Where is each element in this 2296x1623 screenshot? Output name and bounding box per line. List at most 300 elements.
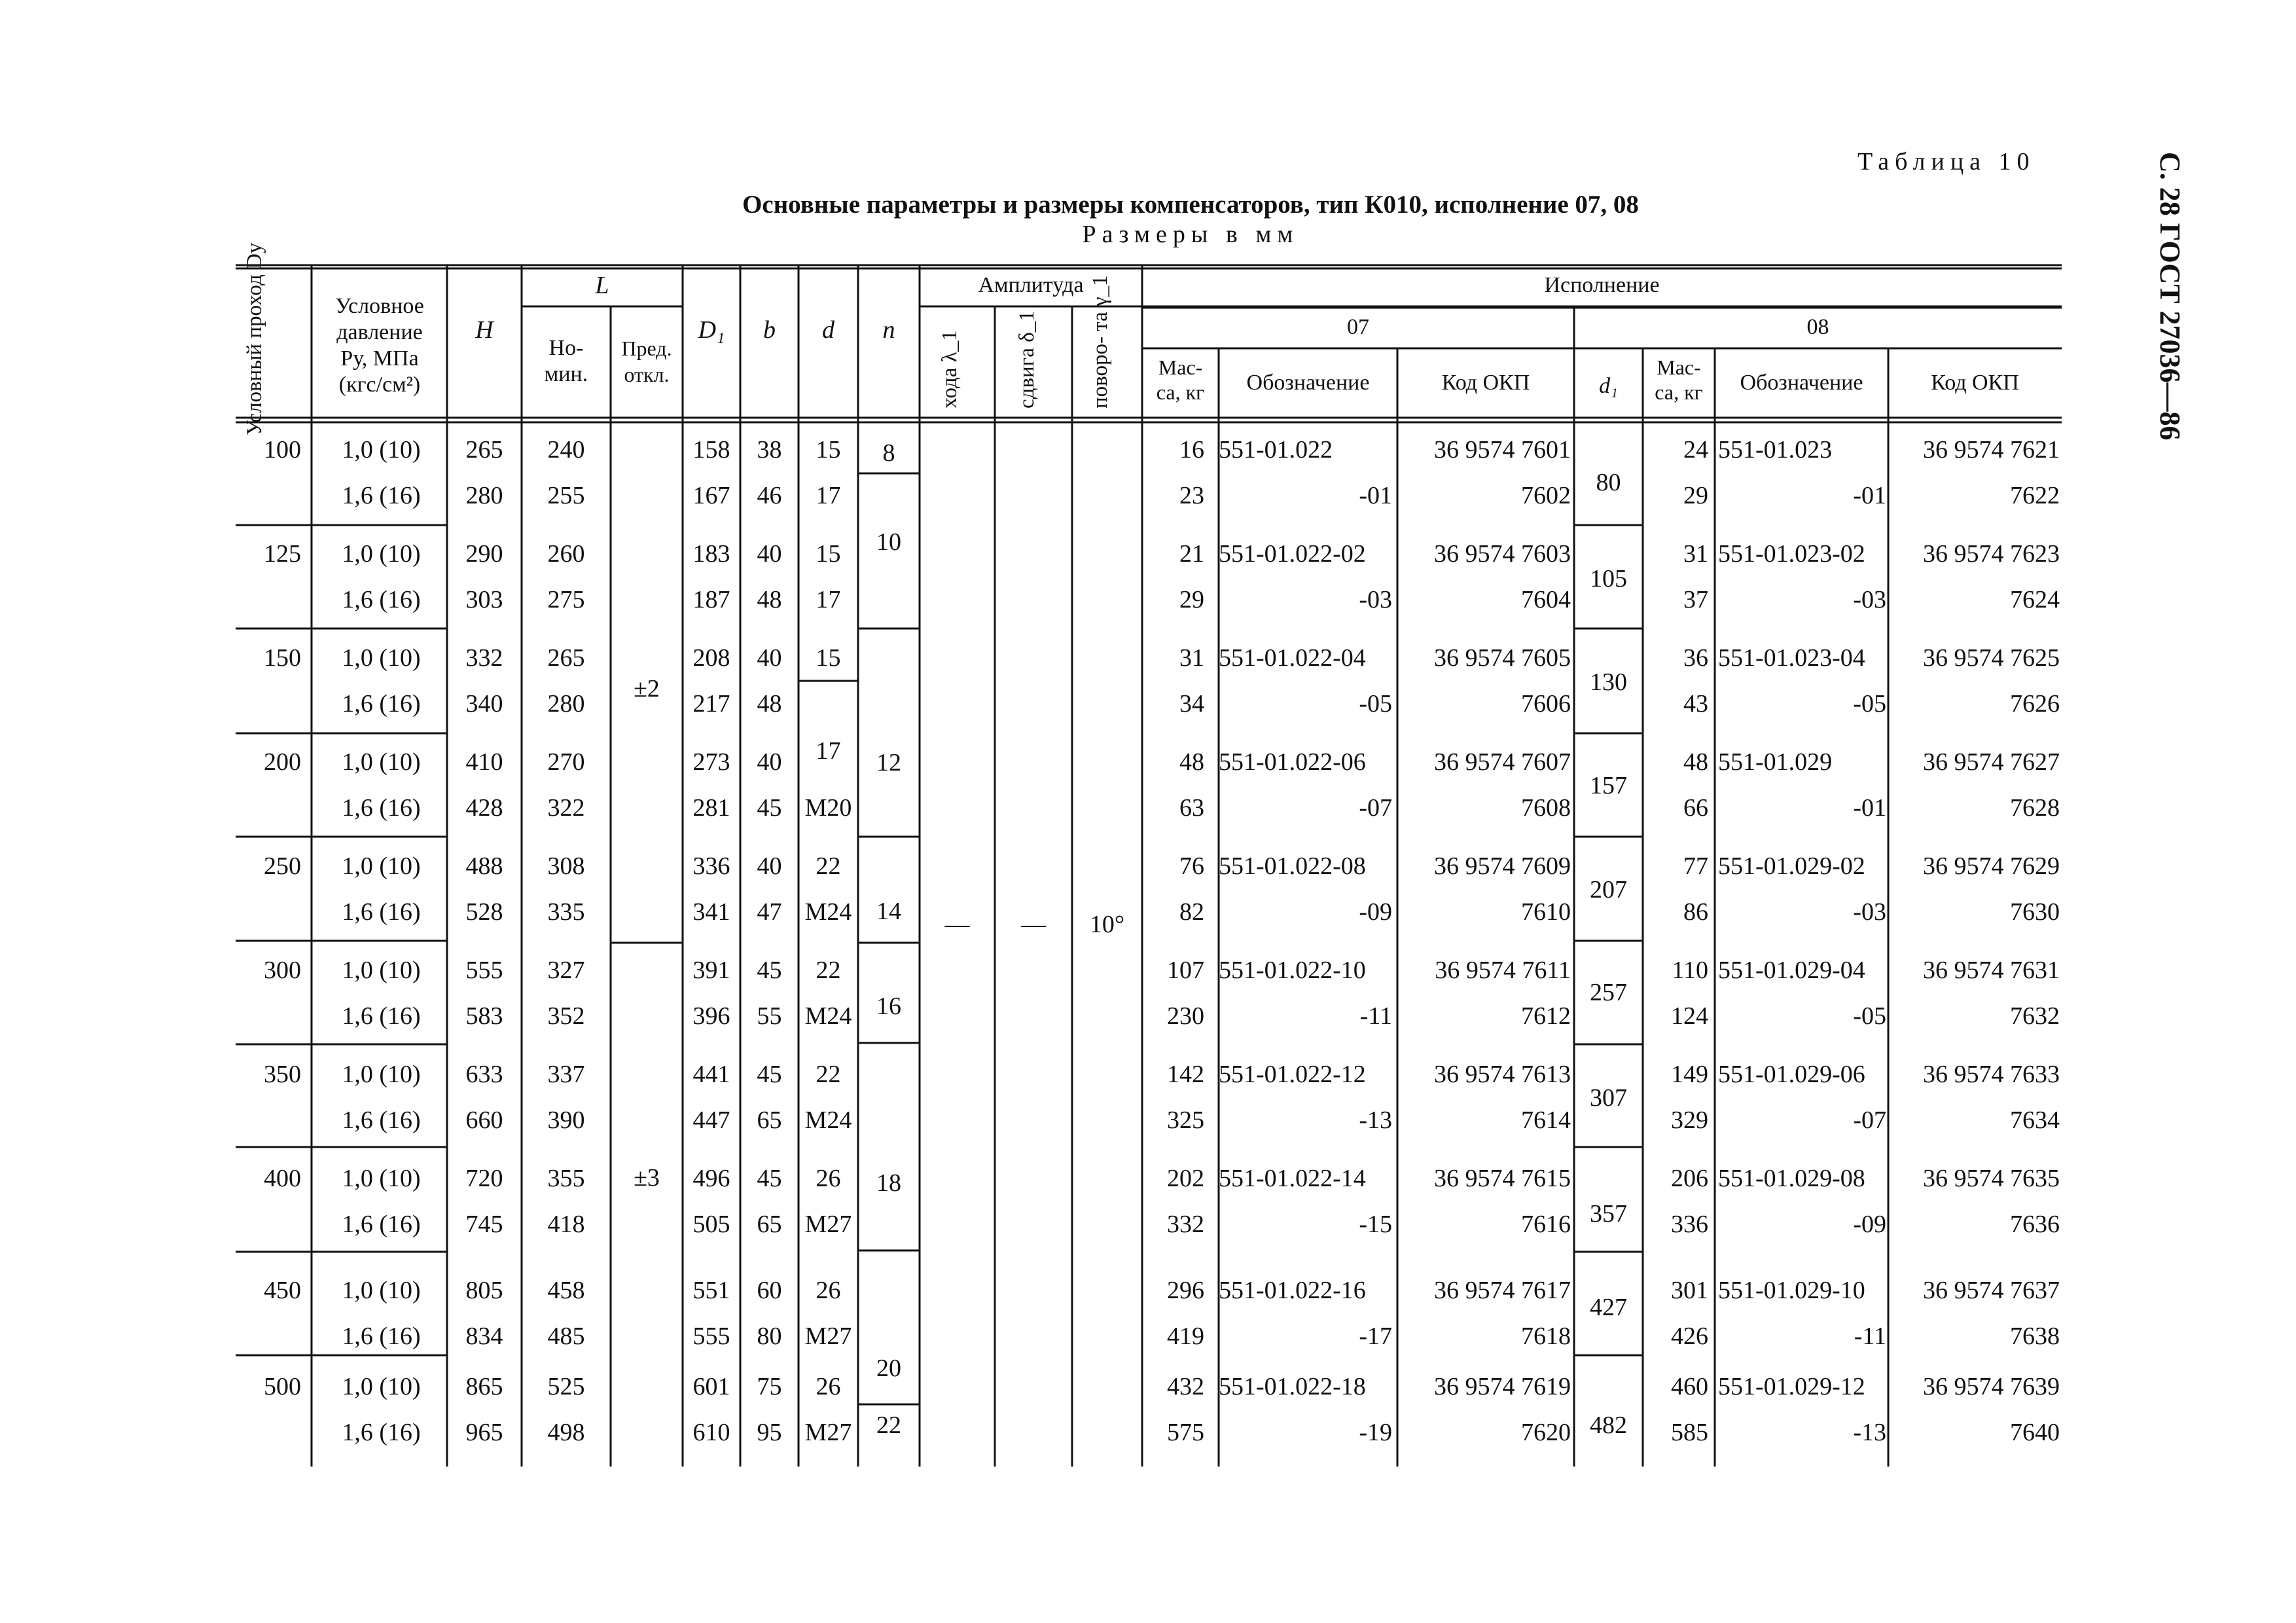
- cell-d1-flange: 396: [692, 1002, 730, 1030]
- cell-designation-08: -03: [1853, 586, 1886, 613]
- merged-n: 16: [876, 993, 901, 1020]
- cell-d1-flange: 187: [692, 586, 730, 613]
- cell-okp-07: 7620: [1521, 1419, 1571, 1446]
- cell-py: 1,6 (16): [342, 898, 421, 926]
- cell-h: 488: [465, 852, 503, 880]
- cell-py: 1,6 (16): [342, 586, 421, 613]
- cell-d1-flange: 551: [692, 1277, 730, 1304]
- cell-designation-08: 551-01.029-02: [1718, 852, 1865, 880]
- cell-dy: 450: [264, 1277, 301, 1304]
- merged-n: 20: [876, 1355, 901, 1382]
- cell-designation-08: 551-01.029: [1718, 748, 1833, 776]
- cell-h: 660: [465, 1106, 503, 1134]
- cell-h: 720: [465, 1165, 503, 1192]
- cell-designation-07: 551-01.022-10: [1219, 957, 1366, 984]
- header-dy: Условный проход Dy: [243, 242, 266, 435]
- cell-d1-flange: 610: [692, 1419, 730, 1446]
- header-designation-07: Обозначение: [1246, 371, 1370, 395]
- cell-okp-07: 36 9574 7613: [1434, 1061, 1571, 1088]
- header-py-line2: давление: [336, 320, 423, 344]
- cell-py: 1,6 (16): [342, 690, 421, 718]
- cell-designation-08: 551-01.029-08: [1718, 1165, 1865, 1192]
- cell-mass-07: 23: [1179, 482, 1204, 509]
- cell-okp-08: 7628: [2010, 794, 2060, 822]
- cell-mass-08: 66: [1683, 794, 1708, 822]
- merged-d1: 80: [1596, 469, 1621, 496]
- cell-d: 15: [816, 644, 841, 672]
- cell-py: 1,0 (10): [342, 644, 421, 672]
- cell-l: 458: [547, 1277, 585, 1304]
- header-d1-08: d₁: [1599, 374, 1618, 398]
- side-header-text: С. 28 ГОСТ 27036—86: [2154, 152, 2186, 441]
- merged-n: 10: [876, 528, 901, 556]
- cell-okp-08: 7622: [2010, 482, 2060, 509]
- cell-designation-08: -01: [1853, 482, 1886, 509]
- cell-okp-08: 36 9574 7635: [1923, 1165, 2060, 1192]
- cell-designation-07: 551-01.022-16: [1219, 1277, 1366, 1304]
- merged-d1: 105: [1590, 565, 1627, 593]
- cell-okp-07: 7608: [1521, 794, 1571, 822]
- cell-l: 485: [547, 1322, 585, 1350]
- cell-py: 1,6 (16): [342, 1322, 421, 1350]
- cell-designation-08: 551-01.029-04: [1718, 957, 1865, 984]
- cell-okp-07: 7612: [1521, 1002, 1571, 1030]
- cell-okp-07: 36 9574 7603: [1434, 540, 1571, 568]
- cell-mass-08: 110: [1672, 957, 1708, 984]
- cell-b: 40: [757, 644, 782, 672]
- cell-designation-08: -13: [1853, 1419, 1886, 1446]
- cell-designation-07: 551-01.022-02: [1219, 540, 1366, 568]
- cell-l: 260: [547, 540, 585, 568]
- cell-l: 308: [547, 852, 585, 880]
- header-okp-07: Код ОКП: [1441, 371, 1530, 395]
- cell-h: 805: [465, 1277, 503, 1304]
- merged-n: 22: [876, 1412, 901, 1439]
- cell-d: М27: [804, 1419, 852, 1446]
- cell-designation-07: -15: [1359, 1211, 1392, 1238]
- cell-okp-08: 7640: [2010, 1419, 2060, 1446]
- cell-mass-07: 296: [1167, 1277, 1204, 1304]
- cell-d: М20: [804, 794, 852, 822]
- cell-mass-07: 21: [1179, 540, 1204, 568]
- cell-okp-08: 7634: [2010, 1106, 2060, 1134]
- cell-l: 525: [547, 1373, 585, 1400]
- cell-h: 303: [465, 586, 503, 613]
- cell-d1-flange: 273: [692, 748, 730, 776]
- header-l-deviation-line2: откл.: [624, 363, 670, 386]
- cell-mass-07: 107: [1167, 957, 1204, 984]
- cell-designation-08: -09: [1853, 1211, 1886, 1238]
- cell-d: 17: [816, 482, 841, 509]
- cell-l: 498: [547, 1419, 585, 1446]
- cell-d: 15: [816, 436, 841, 464]
- cell-l: 327: [547, 957, 585, 984]
- cell-designation-08: 551-01.023-02: [1718, 540, 1865, 568]
- merged-n: 12: [876, 749, 901, 776]
- cell-d1-flange: 447: [692, 1106, 730, 1134]
- cell-b: 95: [757, 1419, 782, 1446]
- cell-l: 335: [547, 898, 585, 926]
- cell-designation-08: 551-01.023: [1718, 436, 1833, 464]
- cell-designation-07: 551-01.022-14: [1219, 1165, 1366, 1192]
- cell-okp-07: 36 9574 7601: [1434, 436, 1571, 464]
- cell-okp-07: 7614: [1521, 1106, 1571, 1134]
- cell-dy: 400: [264, 1165, 301, 1192]
- cell-l: 337: [547, 1061, 585, 1088]
- merged-dev-3: ±3: [634, 1164, 660, 1192]
- cell-mass-07: 76: [1179, 852, 1204, 880]
- cell-designation-08: -07: [1853, 1106, 1886, 1134]
- cell-d1-flange: 183: [692, 540, 730, 568]
- cell-h: 340: [465, 690, 503, 718]
- cell-b: 45: [757, 794, 782, 822]
- cell-b: 65: [757, 1211, 782, 1238]
- cell-designation-07: -03: [1359, 586, 1392, 613]
- cell-mass-07: 31: [1179, 644, 1204, 672]
- cell-h: 745: [465, 1211, 503, 1238]
- cell-py: 1,0 (10): [342, 1277, 421, 1304]
- cell-designation-08: -01: [1853, 794, 1886, 822]
- cell-dy: 200: [264, 748, 301, 776]
- header-mass-07: [1142, 355, 1219, 405]
- header-execution: Исполнение: [1544, 273, 1660, 297]
- cell-designation-07: 551-01.022-04: [1219, 644, 1366, 672]
- cell-mass-08: 43: [1683, 690, 1708, 718]
- cell-h: 583: [465, 1002, 503, 1030]
- cell-dy: 125: [264, 540, 301, 568]
- cell-mass-07: 16: [1179, 436, 1204, 464]
- cell-d1-flange: 496: [692, 1165, 730, 1192]
- cell-okp-07: 36 9574 7605: [1434, 644, 1571, 672]
- cell-designation-07: -07: [1359, 794, 1392, 822]
- header-l: L: [595, 272, 609, 299]
- cell-d: 22: [816, 957, 841, 984]
- cell-l: 352: [547, 1002, 585, 1030]
- cell-mass-08: 206: [1671, 1165, 1708, 1192]
- cell-okp-07: 36 9574 7619: [1434, 1373, 1571, 1400]
- cell-h: 834: [465, 1322, 503, 1350]
- cell-d1-flange: 555: [692, 1322, 730, 1350]
- cell-mass-08: 336: [1671, 1211, 1708, 1238]
- header-amp-shift: сдвига δ_1: [1015, 310, 1039, 409]
- cell-b: 80: [757, 1322, 782, 1350]
- cell-py: 1,0 (10): [342, 436, 421, 464]
- cell-b: 40: [757, 748, 782, 776]
- merged-n: 14: [876, 898, 901, 925]
- merged-dev-2: ±2: [634, 675, 660, 702]
- cell-l: 255: [547, 482, 585, 509]
- cell-l: 240: [547, 436, 585, 464]
- cell-mass-07: 325: [1167, 1106, 1204, 1134]
- cell-designation-07: -05: [1359, 690, 1392, 718]
- cell-dy: 250: [264, 852, 301, 880]
- header-l-nominal-line2: мин.: [544, 362, 588, 386]
- cell-b: 38: [757, 436, 782, 464]
- cell-okp-07: 36 9574 7609: [1434, 852, 1571, 880]
- cell-h: 865: [465, 1373, 503, 1400]
- header-mass-07-line2: са, кг: [1156, 380, 1205, 404]
- cell-okp-07: 7616: [1521, 1211, 1571, 1238]
- cell-okp-07: 36 9574 7617: [1434, 1277, 1571, 1304]
- cell-l: 322: [547, 794, 585, 822]
- cell-dy: 100: [264, 436, 301, 464]
- cell-mass-08: 77: [1683, 852, 1708, 880]
- cell-h: 528: [465, 898, 503, 926]
- merged-n: 18: [876, 1169, 901, 1197]
- cell-mass-08: 31: [1683, 540, 1708, 568]
- cell-designation-07: 551-01.022: [1219, 436, 1333, 464]
- cell-h: 265: [465, 436, 503, 464]
- cell-okp-07: 36 9574 7611: [1435, 957, 1571, 984]
- cell-okp-07: 7602: [1521, 482, 1571, 509]
- cell-mass-08: 48: [1683, 748, 1708, 776]
- cell-mass-08: 124: [1671, 1002, 1708, 1030]
- merged-d1: 482: [1590, 1412, 1627, 1439]
- merged-d1: 357: [1590, 1200, 1627, 1228]
- merged-d1: 157: [1590, 772, 1627, 799]
- cell-mass-08: 149: [1671, 1061, 1708, 1088]
- table-title: Основные параметры и размеры компенсаторов, тип К010, исполнение 07, 08: [742, 191, 1639, 219]
- cell-designation-07: -17: [1359, 1322, 1392, 1350]
- cell-py: 1,6 (16): [342, 1419, 421, 1446]
- header-amp-stroke: хода λ_1: [938, 330, 961, 409]
- cell-mass-08: 24: [1683, 436, 1708, 464]
- header-py-line1: Условное: [335, 294, 424, 318]
- cell-designation-07: 551-01.022-08: [1219, 852, 1366, 880]
- cell-mass-08: 585: [1671, 1419, 1708, 1446]
- cell-mass-07: 202: [1167, 1165, 1204, 1192]
- cell-okp-08: 7624: [2010, 586, 2060, 613]
- header-okp-08: Код ОКП: [1931, 371, 2019, 395]
- merged-amp-stroke: —: [944, 911, 970, 938]
- cell-okp-08: 7632: [2010, 1002, 2060, 1030]
- merged-d1: 130: [1590, 668, 1627, 696]
- cell-okp-07: 36 9574 7615: [1434, 1165, 1571, 1192]
- cell-d: 26: [816, 1277, 841, 1304]
- header-n: n: [882, 316, 895, 344]
- cell-b: 65: [757, 1106, 782, 1134]
- cell-d1-flange: 601: [692, 1373, 730, 1400]
- cell-okp-08: 7626: [2010, 690, 2060, 718]
- cell-b: 45: [757, 1165, 782, 1192]
- merged-d1: 207: [1590, 876, 1627, 903]
- cell-py: 1,0 (10): [342, 1165, 421, 1192]
- cell-okp-08: 7636: [2010, 1211, 2060, 1238]
- cell-b: 46: [757, 482, 782, 509]
- cell-okp-07: 36 9574 7607: [1434, 748, 1571, 776]
- cell-okp-08: 36 9574 7627: [1923, 748, 2060, 776]
- cell-okp-08: 36 9574 7629: [1923, 852, 2060, 880]
- cell-d1-flange: 341: [692, 898, 730, 926]
- cell-mass-07: 34: [1179, 690, 1204, 718]
- cell-d: 22: [816, 852, 841, 880]
- cell-d1-flange: 505: [692, 1211, 730, 1238]
- cell-h: 428: [465, 794, 503, 822]
- cell-l: 265: [547, 644, 585, 672]
- merged-d1: 307: [1590, 1084, 1627, 1112]
- cell-l: 275: [547, 586, 585, 613]
- cell-okp-08: 36 9574 7631: [1923, 957, 2060, 984]
- cell-okp-08: 7630: [2010, 898, 2060, 926]
- cell-dy: 150: [264, 644, 301, 672]
- cell-py: 1,0 (10): [342, 540, 421, 568]
- cell-designation-07: 551-01.022-06: [1219, 748, 1366, 776]
- cell-d: 26: [816, 1373, 841, 1400]
- merged-n: 8: [882, 439, 895, 467]
- merged-d1: 427: [1590, 1294, 1627, 1321]
- cell-designation-07: -09: [1359, 898, 1392, 926]
- cell-mass-08: 329: [1671, 1106, 1708, 1134]
- cell-h: 555: [465, 957, 503, 984]
- cell-b: 45: [757, 1061, 782, 1088]
- header-l-nominal: [522, 335, 611, 388]
- cell-mass-07: 575: [1167, 1419, 1204, 1446]
- cell-b: 75: [757, 1373, 782, 1400]
- cell-h: 633: [465, 1061, 503, 1088]
- header-d1-flange: D₁: [698, 316, 725, 344]
- cell-mass-07: 63: [1179, 794, 1204, 822]
- cell-designation-08: -05: [1853, 1002, 1886, 1030]
- cell-l: 355: [547, 1165, 585, 1192]
- cell-dy: 300: [264, 957, 301, 984]
- cell-d: М27: [804, 1322, 852, 1350]
- cell-designation-08: 551-01.029-06: [1718, 1061, 1865, 1088]
- cell-designation-07: 551-01.022-12: [1219, 1061, 1366, 1088]
- merged-d-150-200: 17: [816, 737, 841, 765]
- cell-py: 1,0 (10): [342, 1373, 421, 1400]
- cell-designation-08: -03: [1853, 898, 1886, 926]
- cell-designation-08: 551-01.029-12: [1718, 1373, 1865, 1400]
- cell-d: 15: [816, 540, 841, 568]
- cell-designation-08: 551-01.023-04: [1718, 644, 1865, 672]
- header-amplitude: Амплитуда: [978, 273, 1084, 297]
- cell-py: 1,0 (10): [342, 957, 421, 984]
- cell-py: 1,6 (16): [342, 482, 421, 509]
- cell-okp-08: 36 9574 7639: [1923, 1373, 2060, 1400]
- cell-d: М27: [804, 1211, 852, 1238]
- cell-mass-08: 426: [1671, 1322, 1708, 1350]
- cell-b: 48: [757, 586, 782, 613]
- cell-mass-07: 29: [1179, 586, 1204, 613]
- cell-mass-07: 82: [1179, 898, 1204, 926]
- header-mass-07-line1: Мас-: [1158, 356, 1203, 379]
- cell-mass-07: 432: [1167, 1373, 1204, 1400]
- header-h: H: [475, 316, 493, 344]
- cell-okp-08: 36 9574 7625: [1923, 644, 2060, 672]
- cell-mass-08: 86: [1683, 898, 1708, 926]
- cell-d: М24: [804, 1106, 852, 1134]
- cell-dy: 350: [264, 1061, 301, 1088]
- cell-d: 26: [816, 1165, 841, 1192]
- cell-mass-08: 36: [1683, 644, 1708, 672]
- cell-okp-08: 7638: [2010, 1322, 2060, 1350]
- cell-d1-flange: 158: [692, 436, 730, 464]
- cell-okp-07: 7618: [1521, 1322, 1571, 1350]
- cell-designation-08: -11: [1854, 1322, 1886, 1350]
- cell-py: 1,6 (16): [342, 794, 421, 822]
- header-exec-08: 08: [1806, 315, 1829, 339]
- cell-mass-08: 37: [1683, 586, 1708, 613]
- cell-h: 280: [465, 482, 503, 509]
- cell-b: 55: [757, 1002, 782, 1030]
- cell-l: 280: [547, 690, 585, 718]
- cell-b: 48: [757, 690, 782, 718]
- cell-d1-flange: 441: [692, 1061, 730, 1088]
- cell-designation-07: 551-01.022-18: [1219, 1373, 1366, 1400]
- cell-l: 418: [547, 1211, 585, 1238]
- header-amp-rotation: поворо- та γ_1: [1088, 275, 1112, 409]
- cell-mass-08: 301: [1671, 1277, 1708, 1304]
- cell-py: 1,0 (10): [342, 748, 421, 776]
- cell-py: 1,0 (10): [342, 1061, 421, 1088]
- cell-py: 1,6 (16): [342, 1002, 421, 1030]
- cell-okp-08: 36 9574 7621: [1923, 436, 2060, 464]
- cell-okp-08: 36 9574 7623: [1923, 540, 2060, 568]
- header-py-line4: (кгс/см²): [338, 373, 421, 397]
- cell-designation-07: -01: [1359, 482, 1392, 509]
- cell-okp-07: 7610: [1521, 898, 1571, 926]
- header-l-deviation-line1: Пред.: [621, 337, 672, 360]
- cell-designation-07: -19: [1359, 1419, 1392, 1446]
- cell-d1-flange: 391: [692, 957, 730, 984]
- cell-designation-08: -05: [1853, 690, 1886, 718]
- cell-d1-flange: 167: [692, 482, 730, 509]
- cell-okp-08: 36 9574 7637: [1923, 1277, 2060, 1304]
- header-py: [314, 293, 445, 398]
- cell-mass-07: 332: [1167, 1211, 1204, 1238]
- header-mass-08: [1643, 355, 1715, 405]
- table-number: Таблица 10: [1857, 148, 2036, 175]
- cell-h: 965: [465, 1419, 503, 1446]
- cell-mass-07: 230: [1167, 1002, 1204, 1030]
- cell-b: 40: [757, 540, 782, 568]
- header-l-nominal-line1: Но-: [548, 336, 584, 360]
- cell-d: М24: [804, 898, 852, 926]
- cell-okp-08: 36 9574 7633: [1923, 1061, 2060, 1088]
- cell-b: 47: [757, 898, 782, 926]
- cell-b: 60: [757, 1277, 782, 1304]
- cell-d1-flange: 208: [692, 644, 730, 672]
- cell-dy: 500: [264, 1373, 301, 1400]
- merged-d1: 257: [1590, 979, 1627, 1006]
- cell-h: 332: [465, 644, 503, 672]
- header-b: b: [763, 316, 776, 344]
- header-exec-07: 07: [1347, 315, 1369, 339]
- cell-designation-08: 551-01.029-10: [1718, 1277, 1865, 1304]
- cell-d: М24: [804, 1002, 852, 1030]
- cell-l: 390: [547, 1106, 585, 1134]
- cell-okp-07: 7606: [1521, 690, 1571, 718]
- cell-d: 17: [816, 586, 841, 613]
- cell-d1-flange: 217: [692, 690, 730, 718]
- cell-okp-07: 7604: [1521, 586, 1571, 613]
- header-mass-08-line2: са, кг: [1655, 380, 1703, 404]
- cell-b: 40: [757, 852, 782, 880]
- header-d: d: [822, 316, 834, 344]
- cell-py: 1,6 (16): [342, 1106, 421, 1134]
- cell-py: 1,6 (16): [342, 1211, 421, 1238]
- cell-d: 22: [816, 1061, 841, 1088]
- header-designation-08: Обозначение: [1740, 371, 1863, 395]
- cell-designation-07: -13: [1359, 1106, 1392, 1134]
- merged-amp-rotation: 10°: [1089, 911, 1125, 938]
- cell-d1-flange: 281: [692, 794, 730, 822]
- cell-h: 290: [465, 540, 503, 568]
- cell-mass-07: 419: [1167, 1322, 1204, 1350]
- cell-mass-07: 48: [1179, 748, 1204, 776]
- table-units: Размеры в мм: [1082, 221, 1299, 248]
- header-l-deviation: [611, 335, 683, 388]
